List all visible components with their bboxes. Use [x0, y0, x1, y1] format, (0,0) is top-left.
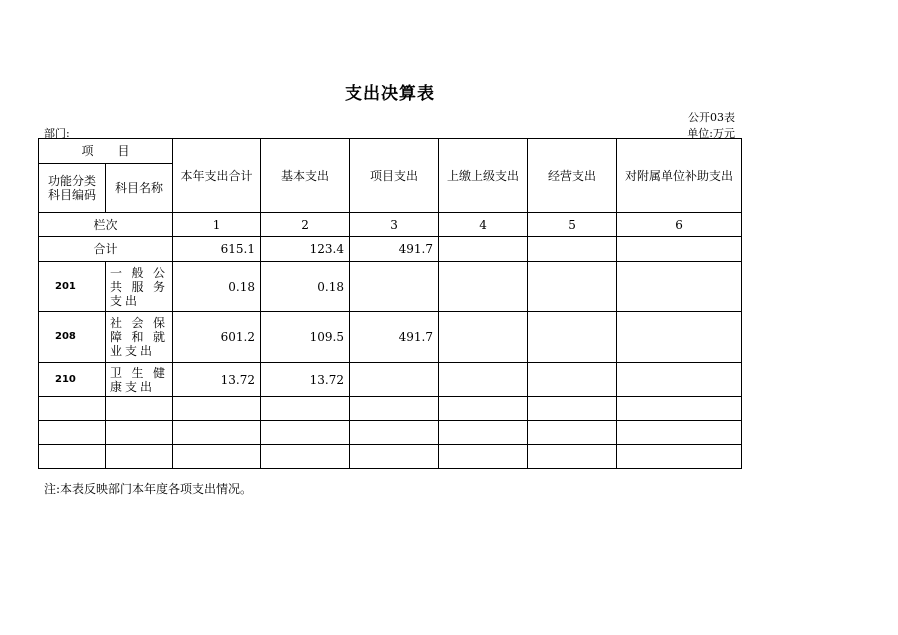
row-value: [617, 262, 742, 312]
total-label: 合计: [39, 237, 173, 262]
total-value: [439, 237, 528, 262]
header-func-code: 功能分类科目编码: [39, 164, 106, 213]
column-number: 3: [350, 213, 439, 237]
row-name: 卫生健康支出: [106, 363, 173, 397]
empty-row: [39, 421, 742, 445]
row-value: [350, 363, 439, 397]
row-value: 109.5: [261, 312, 350, 363]
header-project: 项目支出: [350, 139, 439, 213]
column-number: 2: [261, 213, 350, 237]
row-value: [528, 262, 617, 312]
form-code: 公开03表: [688, 111, 735, 124]
row-value: 13.72: [261, 363, 350, 397]
row-name: 一般公共服务支出: [106, 262, 173, 312]
row-value: 491.7: [350, 312, 439, 363]
row-code: 201: [39, 262, 106, 312]
total-value: [617, 237, 742, 262]
total-row: [39, 237, 742, 262]
header-subsidy: 对附属单位补助支出: [617, 139, 742, 213]
header-business: 经营支出: [528, 139, 617, 213]
page-title: 支出决算表: [345, 84, 435, 104]
row-value: 601.2: [173, 312, 261, 363]
total-value: 491.7: [350, 237, 439, 262]
header-total: 本年支出合计: [173, 139, 261, 213]
header-item: 项 目: [39, 139, 173, 164]
row-value: [528, 312, 617, 363]
row-value: 13.72: [173, 363, 261, 397]
table-row: [39, 363, 742, 397]
empty-row: [39, 445, 742, 469]
column-number: 6: [617, 213, 742, 237]
header-subject-name: 科目名称: [106, 164, 173, 213]
total-value: [528, 237, 617, 262]
row-value: 0.18: [261, 262, 350, 312]
row-value: [350, 262, 439, 312]
department-label: 部门:: [44, 127, 70, 140]
unit-label: 单位:万元: [687, 127, 735, 140]
row-value: [617, 312, 742, 363]
row-value: 0.18: [173, 262, 261, 312]
empty-row: [39, 397, 742, 421]
column-number-label: 栏次: [39, 213, 173, 237]
row-code: 210: [39, 363, 106, 397]
footnote: 注:本表反映部门本年度各项支出情况。: [44, 482, 253, 496]
row-code: 208: [39, 312, 106, 363]
column-number: 1: [173, 213, 261, 237]
row-value: [439, 312, 528, 363]
column-number: 5: [528, 213, 617, 237]
column-number: 4: [439, 213, 528, 237]
expenditure-table: [38, 138, 742, 469]
row-value: [439, 262, 528, 312]
total-value: 615.1: [173, 237, 261, 262]
table-row: [39, 262, 742, 312]
row-name: 社会保障和就业支出: [106, 312, 173, 363]
row-value: [439, 363, 528, 397]
total-value: 123.4: [261, 237, 350, 262]
header-basic: 基本支出: [261, 139, 350, 213]
table-row: [39, 312, 742, 363]
row-value: [617, 363, 742, 397]
header-upper: 上缴上级支出: [439, 139, 528, 213]
row-value: [528, 363, 617, 397]
